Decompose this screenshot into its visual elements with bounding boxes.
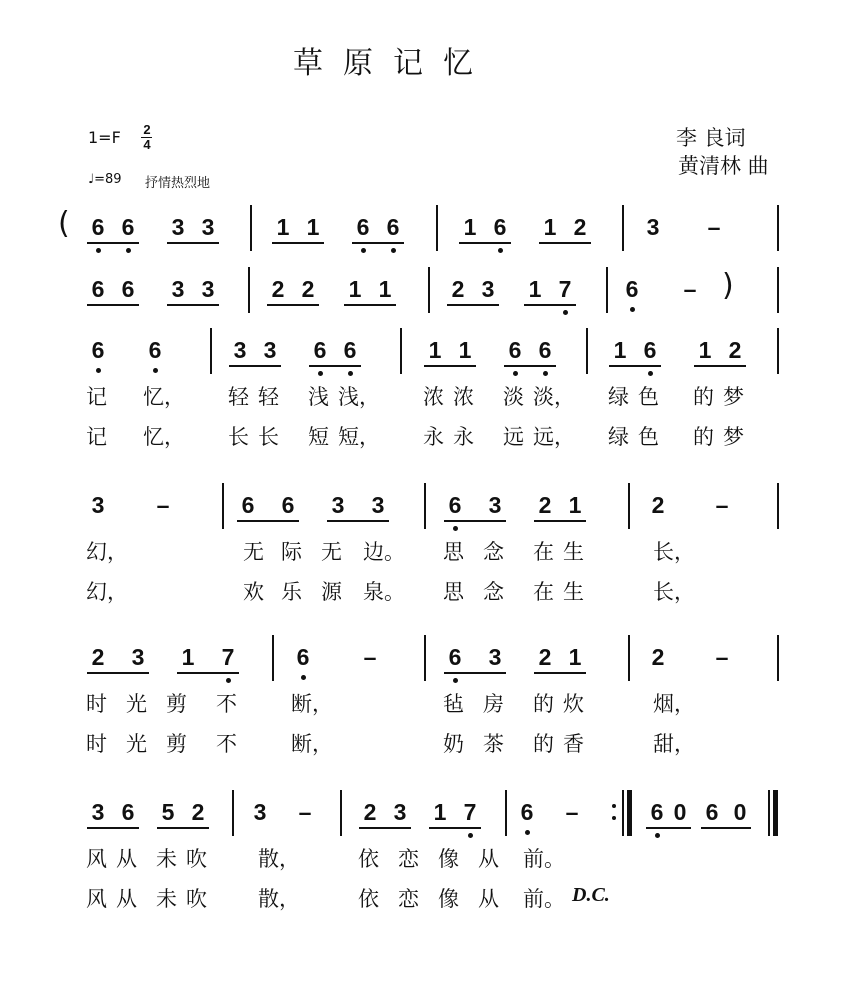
note: 6 <box>520 799 534 825</box>
lower-octave-dot <box>498 248 503 253</box>
note: 2 <box>538 492 552 518</box>
lyric-verse1: 剪 <box>166 692 187 716</box>
lyric-verse1: 浓 <box>453 385 474 409</box>
note: 1 <box>181 644 195 670</box>
close-parenthesis: ) <box>722 268 734 303</box>
note: 6 <box>538 337 552 363</box>
beam-underline <box>444 672 506 674</box>
beam-underline <box>87 304 139 306</box>
note: 1 <box>528 276 542 302</box>
note: 2 <box>651 492 665 518</box>
note: 3 <box>91 492 105 518</box>
lyric-verse2: 忆， <box>143 425 185 449</box>
lyric-verse1: 散， <box>258 847 300 871</box>
lyric-verse1: 轻 <box>258 385 279 409</box>
beam-underline <box>344 304 396 306</box>
lower-octave-dot <box>96 368 101 373</box>
beam-underline <box>524 304 576 306</box>
lyric-verse2: 永 <box>453 425 474 449</box>
note: 1 <box>348 276 362 302</box>
beam-underline <box>87 827 139 829</box>
note: 1 <box>613 337 627 363</box>
lyric-verse1: 无 <box>243 540 264 564</box>
beam-underline <box>327 520 389 522</box>
time-signature-top: 2 <box>143 122 151 137</box>
lyric-verse1: 记 <box>86 385 107 409</box>
beam-underline <box>694 365 746 367</box>
beam-underline <box>646 827 691 829</box>
lower-octave-dot <box>655 833 660 838</box>
lower-octave-dot <box>468 833 473 838</box>
note: 1 <box>568 644 582 670</box>
bar-line <box>777 483 779 529</box>
lyric-verse1: 淡， <box>533 385 575 409</box>
beam-underline <box>237 520 299 522</box>
lyric-verse2: 从 <box>116 887 137 911</box>
expression-marking: 抒情热烈地 <box>145 176 211 191</box>
beam-underline <box>459 242 511 244</box>
lyric-verse2: 像 <box>438 887 459 911</box>
bar-line <box>777 267 779 313</box>
lyric-verse2: 长 <box>228 425 249 449</box>
lyric-verse1: 炊 <box>563 692 584 716</box>
lyric-verse1: 浅， <box>338 385 380 409</box>
bar-line <box>428 267 430 313</box>
note: 6 <box>625 276 639 302</box>
beam-underline <box>447 304 499 306</box>
lyric-verse1: 像 <box>438 847 459 871</box>
lower-octave-dot <box>318 371 323 376</box>
lower-octave-dot <box>301 675 306 680</box>
lyric-verse2: 吹 <box>186 887 207 911</box>
lyric-verse2: 绿 <box>608 425 629 449</box>
note: – <box>156 492 170 518</box>
tempo-marking: ♩=89 <box>88 172 122 187</box>
note: – <box>298 799 312 825</box>
lyric-verse2: 永 <box>423 425 444 449</box>
lyric-verse1: 色 <box>638 385 659 409</box>
lyric-verse1: 恋 <box>398 847 419 871</box>
bar-line <box>628 635 630 681</box>
lyric-verse2: 甜， <box>653 732 695 756</box>
lower-octave-dot <box>153 368 158 373</box>
note: 6 <box>448 492 462 518</box>
lower-octave-dot <box>648 371 653 376</box>
lyric-verse1: 断， <box>291 692 333 716</box>
bar-line <box>777 328 779 374</box>
note: 2 <box>573 214 587 240</box>
bar-line <box>424 483 426 529</box>
bar-line <box>628 483 630 529</box>
lyric-verse1: 幻， <box>86 540 128 564</box>
note: 1 <box>698 337 712 363</box>
repeat-dot <box>612 804 616 808</box>
lower-octave-dot <box>361 248 366 253</box>
note: 6 <box>281 492 295 518</box>
lyric-verse1: 不 <box>216 692 237 716</box>
beam-underline <box>157 827 209 829</box>
beam-underline <box>534 672 586 674</box>
note: 1 <box>463 214 477 240</box>
lyric-verse1: 边。 <box>363 540 405 564</box>
lyric-verse1: 的 <box>693 385 714 409</box>
bar-line <box>272 635 274 681</box>
note: 3 <box>488 644 502 670</box>
lyric-verse1: 从 <box>478 847 499 871</box>
composer-credit: 黄清林 曲 <box>678 154 769 178</box>
bar-line <box>777 635 779 681</box>
lyric-verse1: 淡 <box>503 385 524 409</box>
lyric-verse1: 吹 <box>186 847 207 871</box>
note: 6 <box>121 214 135 240</box>
lyric-verse2: 散， <box>258 887 300 911</box>
beam-underline <box>87 242 139 244</box>
lyric-verse2: 短 <box>308 425 329 449</box>
note: 6 <box>343 337 357 363</box>
lyric-verse2: 在 <box>533 580 554 604</box>
note: 3 <box>253 799 267 825</box>
beam-underline <box>352 242 404 244</box>
beam-underline <box>229 365 281 367</box>
note: 3 <box>331 492 345 518</box>
note: 1 <box>428 337 442 363</box>
lyric-verse1: 从 <box>116 847 137 871</box>
note: 6 <box>121 276 135 302</box>
lyric-verse2: 时 <box>86 732 107 756</box>
lyric-verse2: 思 <box>443 580 464 604</box>
lyric-verse1: 在 <box>533 540 554 564</box>
beam-underline <box>167 304 219 306</box>
note: 3 <box>201 276 215 302</box>
bar-line <box>222 483 224 529</box>
bar-line <box>777 205 779 251</box>
note: 6 <box>148 337 162 363</box>
repeat-dot <box>612 816 616 820</box>
note: 1 <box>276 214 290 240</box>
note: 6 <box>91 214 105 240</box>
note: 6 <box>91 337 105 363</box>
beam-underline <box>87 672 149 674</box>
lyric-verse2: 欢 <box>243 580 264 604</box>
lyric-verse2: 长， <box>653 580 695 604</box>
lyric-verse2: 香 <box>563 732 584 756</box>
bar-line <box>400 328 402 374</box>
note: 2 <box>538 644 552 670</box>
lyric-verse2: 远 <box>503 425 524 449</box>
lyric-verse1: 房 <box>483 692 504 716</box>
beam-underline <box>701 827 751 829</box>
lyric-verse2: 未 <box>156 887 177 911</box>
lyric-verse2: 生 <box>563 580 584 604</box>
note: 1 <box>568 492 582 518</box>
lower-octave-dot <box>543 371 548 376</box>
lyric-verse1: 前。 <box>523 847 565 871</box>
beam-underline <box>534 520 586 522</box>
lyric-verse2: 梦 <box>723 425 744 449</box>
lower-octave-dot <box>563 310 568 315</box>
note: 2 <box>271 276 285 302</box>
beam-underline <box>424 365 476 367</box>
lyric-verse2: 的 <box>693 425 714 449</box>
note: 3 <box>201 214 215 240</box>
lyric-verse1: 烟， <box>653 692 695 716</box>
lyric-verse2: 远， <box>533 425 575 449</box>
lyric-verse1: 依 <box>358 847 379 871</box>
lyric-verse1: 生 <box>563 540 584 564</box>
bar-line <box>436 205 438 251</box>
beam-underline <box>539 242 591 244</box>
bar-line <box>586 328 588 374</box>
note: 3 <box>171 214 185 240</box>
note: 6 <box>705 799 719 825</box>
lyric-verse1: 念 <box>483 540 504 564</box>
note: 1 <box>458 337 472 363</box>
lower-octave-dot <box>126 248 131 253</box>
beam-underline <box>359 827 411 829</box>
lyric-verse2: 泉。 <box>363 580 405 604</box>
note: 3 <box>91 799 105 825</box>
lyric-verse2: 依 <box>358 887 379 911</box>
note: 6 <box>508 337 522 363</box>
beam-underline <box>267 304 319 306</box>
note: 3 <box>131 644 145 670</box>
lyric-verse2: 前。 <box>523 887 565 911</box>
note: 2 <box>651 644 665 670</box>
note: – <box>715 644 729 670</box>
bar-line <box>340 790 342 836</box>
lyric-verse1: 忆， <box>143 385 185 409</box>
lower-octave-dot <box>513 371 518 376</box>
open-parenthesis: ( <box>58 206 70 241</box>
note: 1 <box>433 799 447 825</box>
note: 6 <box>493 214 507 240</box>
note: – <box>715 492 729 518</box>
note: 2 <box>91 644 105 670</box>
beam-underline <box>177 672 239 674</box>
lower-octave-dot <box>453 678 458 683</box>
lyricist-credit: 李 良词 <box>676 126 746 150</box>
note: 2 <box>451 276 465 302</box>
note: 7 <box>463 799 477 825</box>
note: 7 <box>221 644 235 670</box>
note: 3 <box>171 276 185 302</box>
beam-underline <box>609 365 661 367</box>
lyric-verse2: 念 <box>483 580 504 604</box>
lower-octave-dot <box>226 678 231 683</box>
bar-line <box>424 635 426 681</box>
bar-line <box>232 790 234 836</box>
note: 3 <box>646 214 660 240</box>
lyric-verse1: 毡 <box>443 692 464 716</box>
lyric-verse1: 光 <box>126 692 147 716</box>
note: 6 <box>448 644 462 670</box>
bar-line <box>210 328 212 374</box>
note: 5 <box>161 799 175 825</box>
lower-octave-dot <box>525 830 530 835</box>
note: 1 <box>306 214 320 240</box>
song-title: 草原记忆 <box>293 46 493 81</box>
note: – <box>363 644 377 670</box>
lower-octave-dot <box>630 307 635 312</box>
note: – <box>683 276 697 302</box>
note: 6 <box>643 337 657 363</box>
lower-octave-dot <box>453 526 458 531</box>
lyric-verse1: 时 <box>86 692 107 716</box>
lyric-verse1: 的 <box>533 692 554 716</box>
note: 0 <box>673 799 687 825</box>
repeat-thick-bar <box>627 790 632 836</box>
lyric-verse1: 绿 <box>608 385 629 409</box>
bar-line <box>248 267 250 313</box>
beam-underline <box>504 365 556 367</box>
note: 3 <box>488 492 502 518</box>
lyric-verse1: 风 <box>86 847 107 871</box>
lyric-verse1: 际 <box>281 540 302 564</box>
lyric-verse1: 浓 <box>423 385 444 409</box>
note: 3 <box>371 492 385 518</box>
note: 6 <box>356 214 370 240</box>
lyric-verse2: 短， <box>338 425 380 449</box>
lyric-verse2: 幻， <box>86 580 128 604</box>
lyric-verse2: 记 <box>86 425 107 449</box>
lyric-verse1: 长， <box>653 540 695 564</box>
lyric-verse2: 的 <box>533 732 554 756</box>
lower-octave-dot <box>391 248 396 253</box>
lyric-verse2: 长 <box>258 425 279 449</box>
lyric-verse2: 茶 <box>483 732 504 756</box>
lyric-verse2: 奶 <box>443 732 464 756</box>
beam-underline <box>429 827 481 829</box>
repeat-thin-bar <box>622 790 624 836</box>
note: 7 <box>558 276 572 302</box>
lyric-verse2: 从 <box>478 887 499 911</box>
key-signature: 1=F <box>88 128 121 147</box>
beam-underline <box>444 520 506 522</box>
note: 2 <box>363 799 377 825</box>
lower-octave-dot <box>348 371 353 376</box>
lyric-verse1: 梦 <box>723 385 744 409</box>
note: 6 <box>241 492 255 518</box>
beam-underline <box>167 242 219 244</box>
lyric-verse2: 光 <box>126 732 147 756</box>
note: – <box>707 214 721 240</box>
final-thin-bar <box>768 790 770 836</box>
note: 6 <box>121 799 135 825</box>
bar-line <box>622 205 624 251</box>
lyric-verse1: 未 <box>156 847 177 871</box>
note: 6 <box>296 644 310 670</box>
da-capo-marking: D.C. <box>572 884 610 906</box>
note: 1 <box>378 276 392 302</box>
lyric-verse2: 源 <box>321 580 342 604</box>
bar-line <box>505 790 507 836</box>
note: 6 <box>386 214 400 240</box>
note: 2 <box>301 276 315 302</box>
lower-octave-dot <box>96 248 101 253</box>
note: 2 <box>191 799 205 825</box>
lyric-verse2: 剪 <box>166 732 187 756</box>
lyric-verse1: 无 <box>321 540 342 564</box>
note: 3 <box>233 337 247 363</box>
note: 2 <box>728 337 742 363</box>
note: 1 <box>543 214 557 240</box>
lyric-verse2: 乐 <box>281 580 302 604</box>
lyric-verse1: 思 <box>443 540 464 564</box>
lyric-verse2: 断， <box>291 732 333 756</box>
note: 6 <box>91 276 105 302</box>
note: 0 <box>733 799 747 825</box>
lyric-verse2: 不 <box>216 732 237 756</box>
beam-underline <box>272 242 324 244</box>
bar-line <box>250 205 252 251</box>
beam-underline <box>309 365 361 367</box>
lyric-verse1: 浅 <box>308 385 329 409</box>
lyric-verse2: 风 <box>86 887 107 911</box>
final-thick-bar <box>773 790 778 836</box>
lyric-verse2: 恋 <box>398 887 419 911</box>
note: 3 <box>481 276 495 302</box>
note: 6 <box>313 337 327 363</box>
lyric-verse2: 色 <box>638 425 659 449</box>
bar-line <box>606 267 608 313</box>
note: 6 <box>650 799 664 825</box>
time-signature-bottom: 4 <box>143 137 151 152</box>
note: 3 <box>393 799 407 825</box>
note: – <box>565 799 579 825</box>
note: 3 <box>263 337 277 363</box>
lyric-verse1: 轻 <box>228 385 249 409</box>
